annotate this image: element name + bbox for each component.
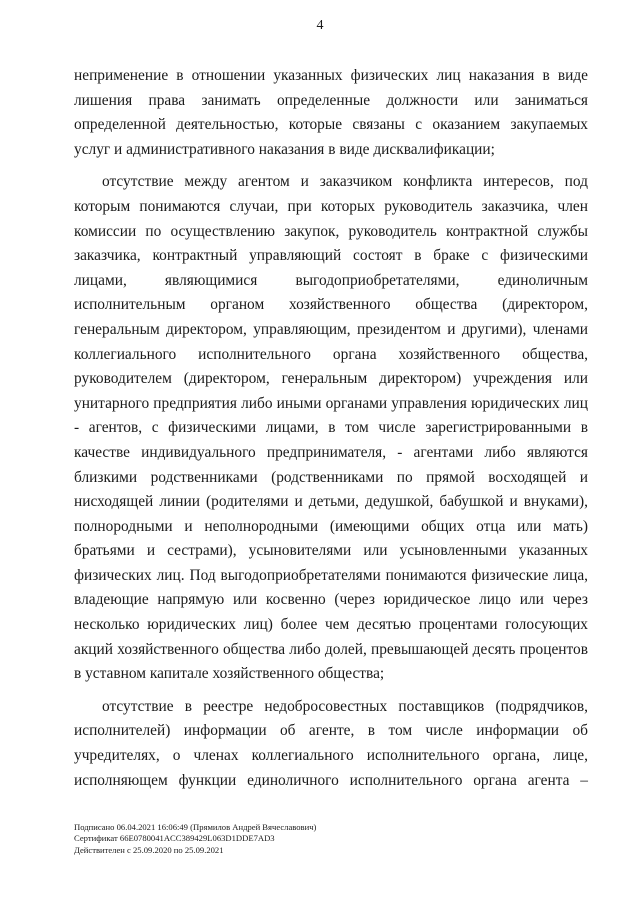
paragraph-conflict-of-interest: отсутствие между агентом и заказчиком конфликта интересов, под которым понимаются случаи, при которых руководитель заказчика, член комиссии по осуществлению закупок, руководитель контрактной службы заказчика, контрактный управляющий состоят в браке с физическими лицами, являющимися выгодоприобретателями, единоличным исполнительным органом хозяйственного общества (директором, генеральным директором, управляющим, президентом и другими), членами коллегиального исполнительного органа хозяйственного общества, руководителем (директором, генеральным директором) учреждения или унитарного предприятия либо иными органами управления юридических лиц - агентов, с физическими лицами, в том числе зарегистрированными в качестве индивидуального предпринимателя, - агентами либо являются близкими родственниками (родственниками по прямой восходящей и нисходящей линии (родителями и детьми, дедушкой, бабушкой и внуками), полнородными и неполнородными (имеющими общих отца или мать) братьями и сестрами), усыновителями или усыновленными указанных физических лиц. Под выгодоприобретателями понимаются физические лица, владеющие напрямую или косвенно (через юридическое лицо или через несколько юридических лиц) более чем десятью процентами голосующих акций хозяйственного общества либо долей, превышающей десять процентов в уставном капитале хозяйственного общества; xyxy=(74,173,588,683)
document-body xyxy=(74,64,588,793)
paragraph-unfair-suppliers-registry: отсутствие в реестре недобросовестных поставщиков (подрядчиков, исполнителей) информации об агенте, в том числе информации об учредителях, о членах коллегиального исполнительного органа, лице, исполняющем функции единоличного исполнительного органа агента – xyxy=(74,697,588,789)
signature-signed-line: Подписано 06.04.2021 16:06:49 (Прямилов Андрей Вячеславович) xyxy=(74,822,317,832)
electronic-signature-stamp xyxy=(74,822,474,856)
signature-validity-line: Действителен с 25.09.2020 по 25.09.2021 xyxy=(74,844,224,855)
signature-certificate-line: Сертификат 66E0780041ACC389429L063D1DDE7AD3 xyxy=(74,833,275,844)
page-number: 4 xyxy=(316,18,324,33)
paragraph-disqualification: неприменение в отношении указанных физических лиц наказания в виде лишения права занимать определенные должности или заниматься определенной деятельностью, которые связаны с оказанием закупаемых услуг и административного наказания в виде дисквалификации; xyxy=(74,67,588,158)
